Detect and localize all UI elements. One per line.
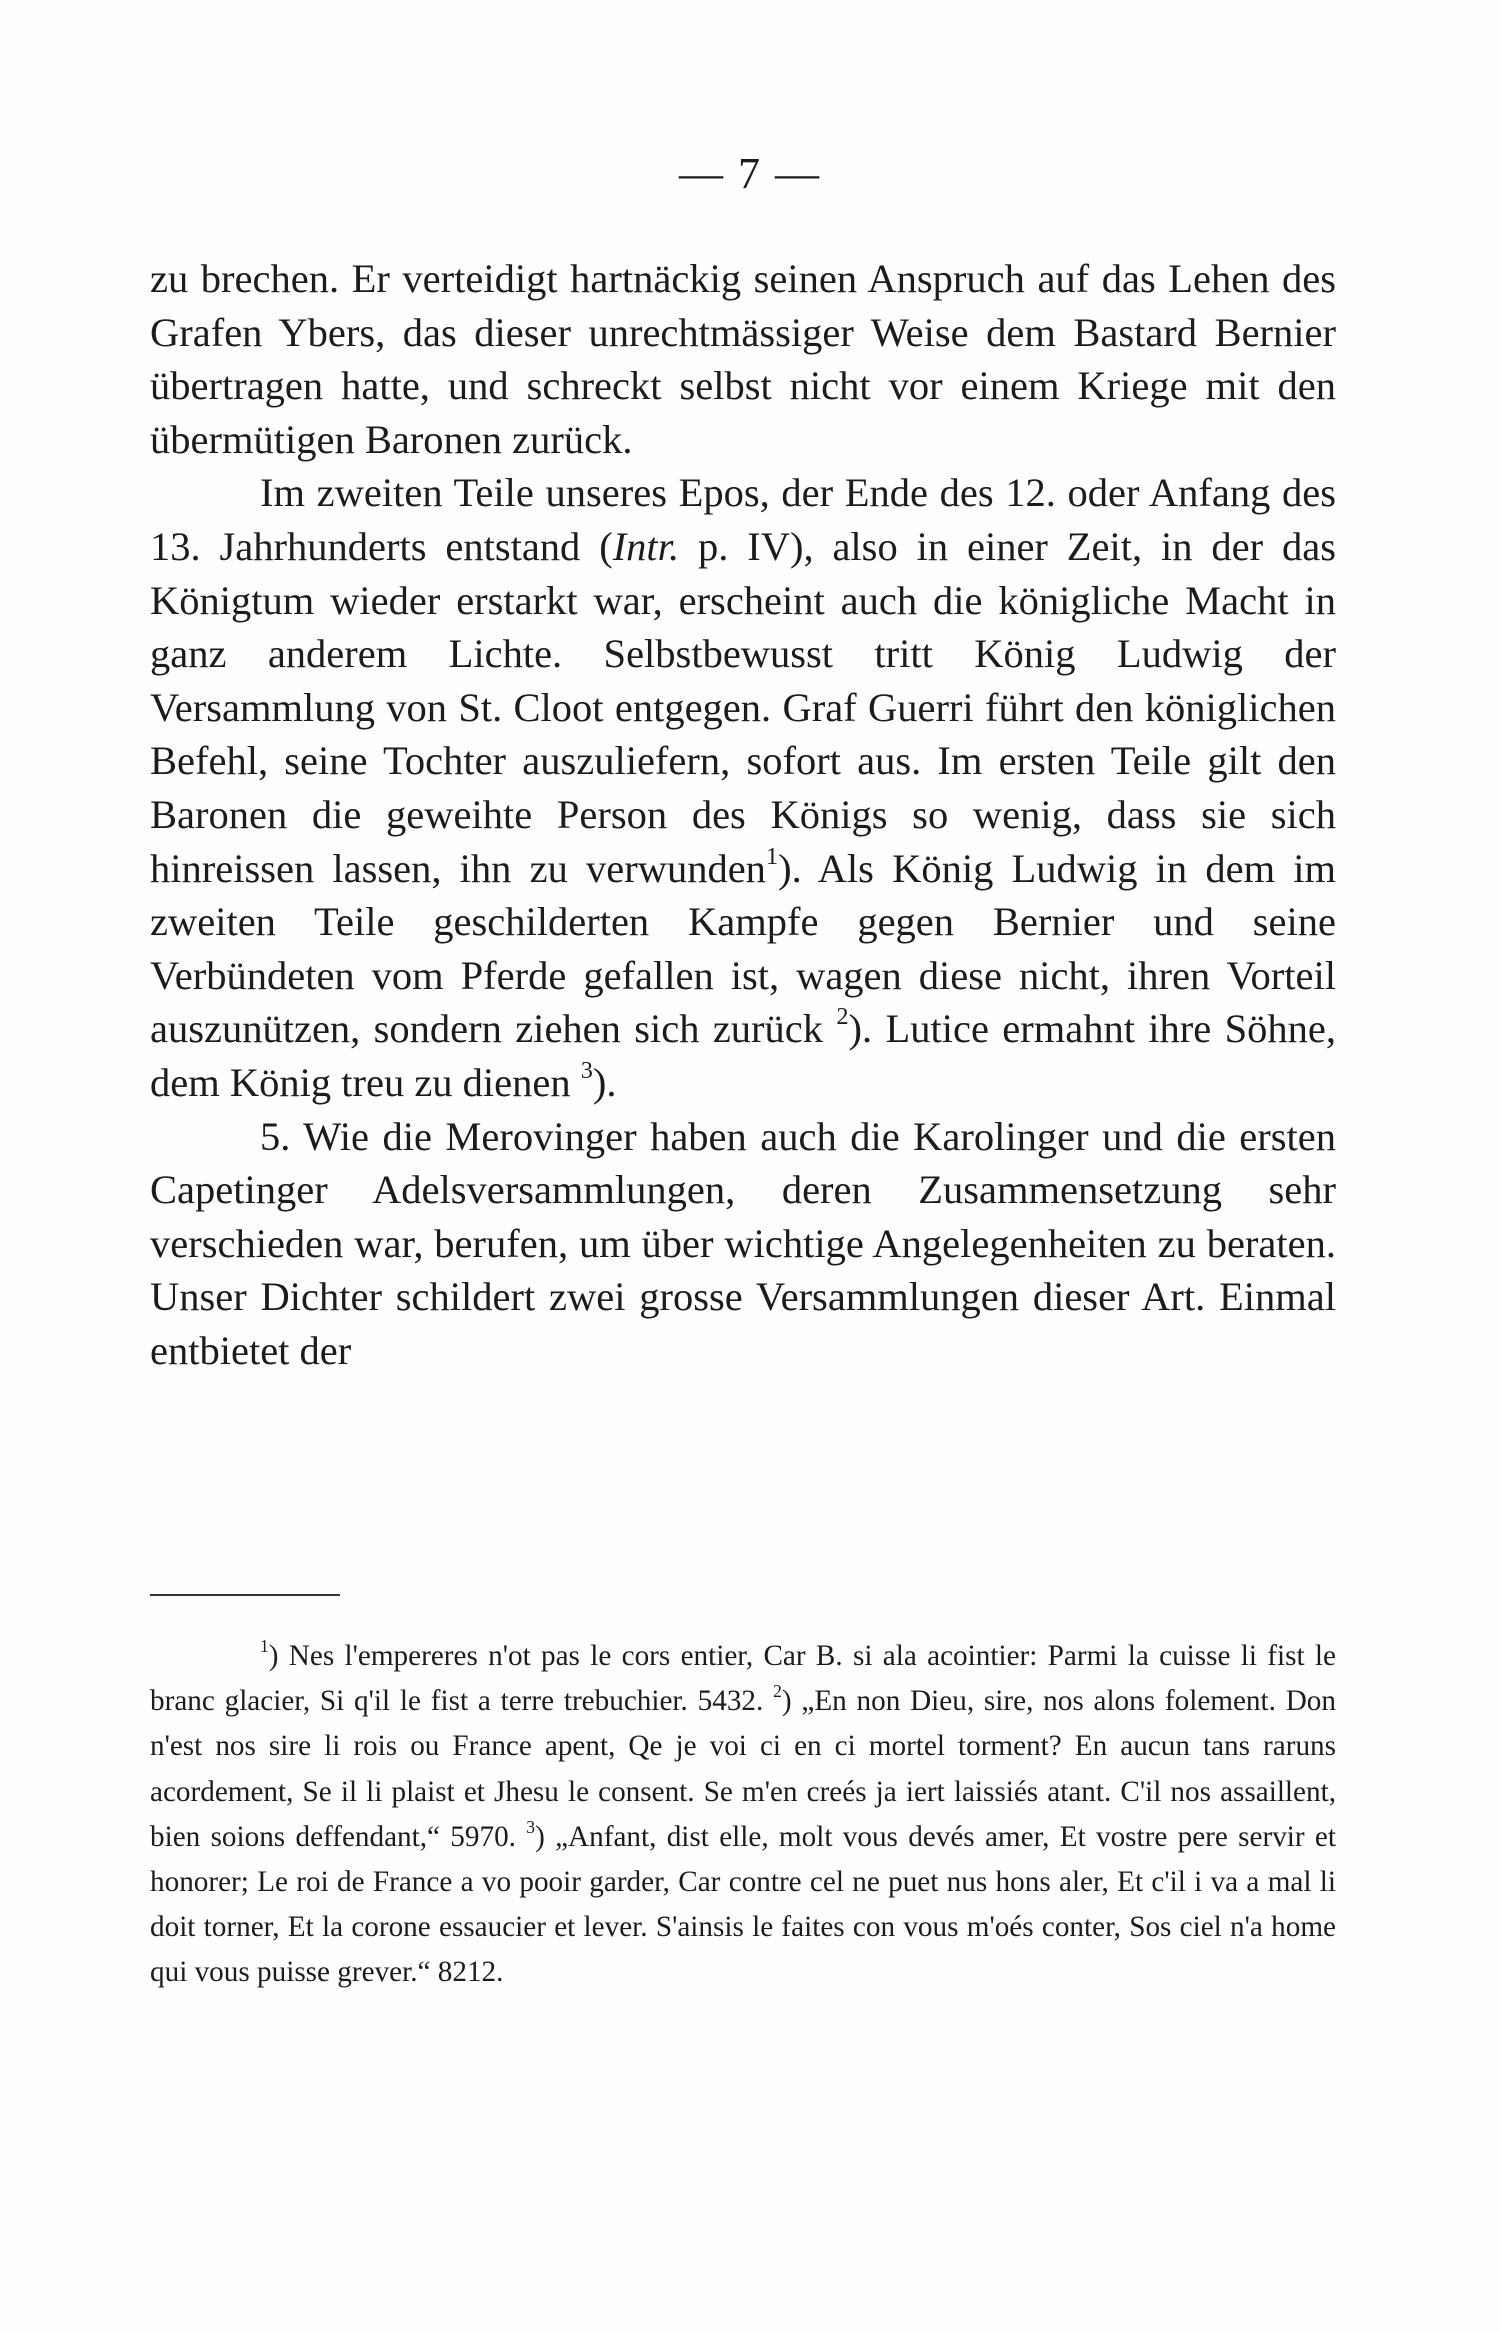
- text-segment: 5. Wie die Merovinger haben auch die Karolinger und die ersten Capetinger Adelsversammlungen, deren Zusammensetzung sehr verschieden war, berufen, um über wichtige Angelegenheiten zu beraten. Unser Dichter schildert zwei grosse Versammlungen dieser Art. Einmal entbietet der: [150, 1113, 1336, 1373]
- page-number: — 7 —: [679, 149, 821, 198]
- text-segment: ). Lutice ermahnt ihre Söhne, dem König treu zu dienen: [150, 1006, 1336, 1105]
- footnote-marker: 1: [765, 842, 779, 870]
- text-segment: ) Nes l'empereres n'ot pas le cors entier, Car B. si ala acointier: Parmi la cuisse li fist le branc glacier, Si q'il le fist a terre trebuchier. 5432.: [150, 1640, 1336, 1718]
- text-segment: ) „En non Dieu, sire, nos alons folement. Don n'est nos sire li rois ou France apent, Qe je voi ci en ci mortel torment? En aucun tans raruns acordement, Se il li plaist et Jhesu le consent. Se m'en creés ja iert laissiés atant. C'il nos assaillent, bien soions deffendant,“ 5970.: [150, 1685, 1336, 1853]
- footnote-separator: [150, 1594, 340, 1596]
- text-segment: p. IV), also in einer Zeit, in der das Königtum wieder erstarkt war, erscheint auch die königliche Macht in ganz anderem Lichte. Selbstbewusst tritt König Ludwig der Versammlung von St. Cloot entgegen. Graf Guerri führt den königlichen Befehl, seine Tochter auszuliefern, sofort aus. Im ersten Teile gilt den Baronen die geweihte Person des Königs so wenig, dass sie sich hinreissen lassen, ihn zu verwunden: [150, 523, 1336, 891]
- footnote-marker: 3: [580, 1056, 593, 1084]
- paragraph: [150, 252, 1336, 466]
- footnotes-section: [150, 1634, 1336, 1996]
- text-segment: ). Als König Ludwig in dem im zweiten Teile geschilderten Kampfe gegen Bernier und seine Verbündeten vom Pferde gefallen ist, wagen diese nicht, ihren Vorteil auszunützen, sondern ziehen sich zurück: [150, 845, 1336, 1052]
- paragraph: [150, 1110, 1336, 1378]
- main-text-body: [150, 252, 1336, 1377]
- text-segment: ) „Anfant, dist elle, molt vous devés amer, Et vostre pere servir et honorer; Le roi de France a vo pooir garder, Car contre cel ne puet nus hons aler, Et c'il i va a mal li doit torner, Et la corone essaucier et lever. S'ainsis le faites con vous m'oés conter, Sos ciel n'a home qui vous puisse grever.“ 8212.: [150, 1820, 1336, 1989]
- footnote-paragraph: [150, 1634, 1336, 1996]
- footnote-marker: 3: [526, 1816, 536, 1837]
- text-segment: zu brechen. Er verteidigt hartnäckig seinen Anspruch auf das Lehen des Grafen Ybers, das dieser unrechtmässiger Weise dem Bastard Bernier übertragen hatte, und schreckt selbst nicht vor einem Kriege mit den übermütigen Baronen zurück.: [150, 256, 1336, 462]
- footnote-marker: 1: [260, 1635, 269, 1656]
- footnote-marker: 2: [836, 1003, 849, 1031]
- paragraph: [150, 466, 1336, 1109]
- text-segment: Im zweiten Teile unseres Epos, der Ende des 12. oder Anfang des 13. Jahrhunderts entstand (: [150, 470, 1336, 569]
- italic-text: Intr.: [612, 523, 680, 569]
- text-segment: ).: [592, 1059, 617, 1105]
- footnote-marker: 2: [773, 1681, 782, 1702]
